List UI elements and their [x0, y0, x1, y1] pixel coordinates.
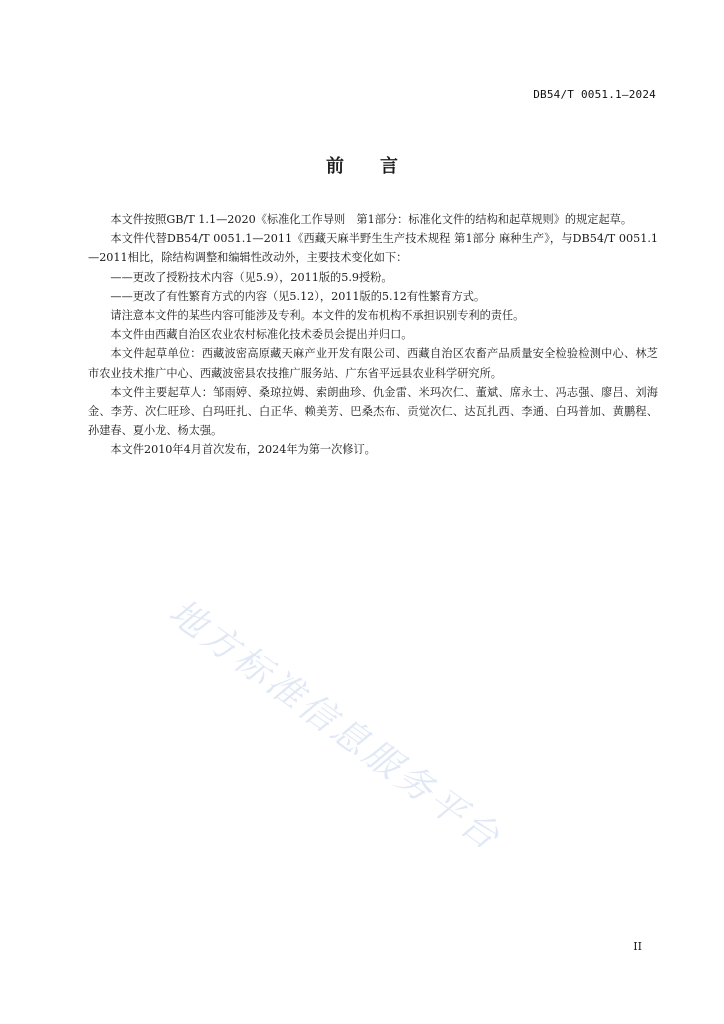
paragraph-patent-notice: 请注意本文件的某些内容可能涉及专利。本文件的发布机构不承担识别专利的责任。	[110, 309, 525, 323]
paragraph-drafting-units: 本文件起草单位：西藏波密高原藏天麻产业开发有限公司、西藏自治区农畜产品质量安全检验检测中心、林芝市农业技术推广中心、西藏波密县农技推广服务站、广东省平远县农业科学研究所。	[88, 347, 658, 380]
paragraph-proposer: 本文件由西藏自治区农业农村标准化技术委员会提出并归口。	[110, 328, 413, 342]
document-code: DB54/T 0051.1—2024	[533, 88, 656, 101]
change-item-breeding: ——更改了有性繁育方式的内容（见5.12），2011版的5.12有性繁育方式。	[110, 289, 486, 303]
change-item-pollination: ——更改了授粉技术内容（见5.9），2011版的5.9授粉。	[110, 270, 393, 284]
page-number: II	[633, 940, 642, 953]
foreword-body	[88, 210, 658, 460]
paragraph-replacement: 本文件代替DB54/T 0051.1—2011《西藏天麻半野生生产技术规程 第1部分 麻种生产》，与DB54/T 0051.1—2011相比，除结构调整和编辑性改动外，主要技术变化如下：	[88, 232, 658, 265]
paragraph-drafting-rules: 本文件按照GB/T 1.1—2020《标准化工作导则 第1部分：标准化文件的结构和起草规则》的规定起草。	[110, 213, 633, 226]
paragraph-publication-history: 本文件2010年4月首次发布，2024年为第一次修订。	[110, 443, 376, 457]
page-title: 前言	[326, 156, 434, 177]
watermark: 地方标准信息服务平台	[161, 591, 509, 860]
paragraph-drafters: 本文件主要起草人：邹雨婷、桑琼拉姆、索朗曲珍、仇金雷、米玛次仁、董斌、席永士、冯志强、廖吕、刘海金、李芳、次仁旺珍、白玛旺扎、白正华、赖美芳、巴桑杰布、贡觉次仁、达瓦扎西、李通、白玛普加、黄鹏程、孙建春、夏小龙、杨太强。	[88, 385, 658, 438]
